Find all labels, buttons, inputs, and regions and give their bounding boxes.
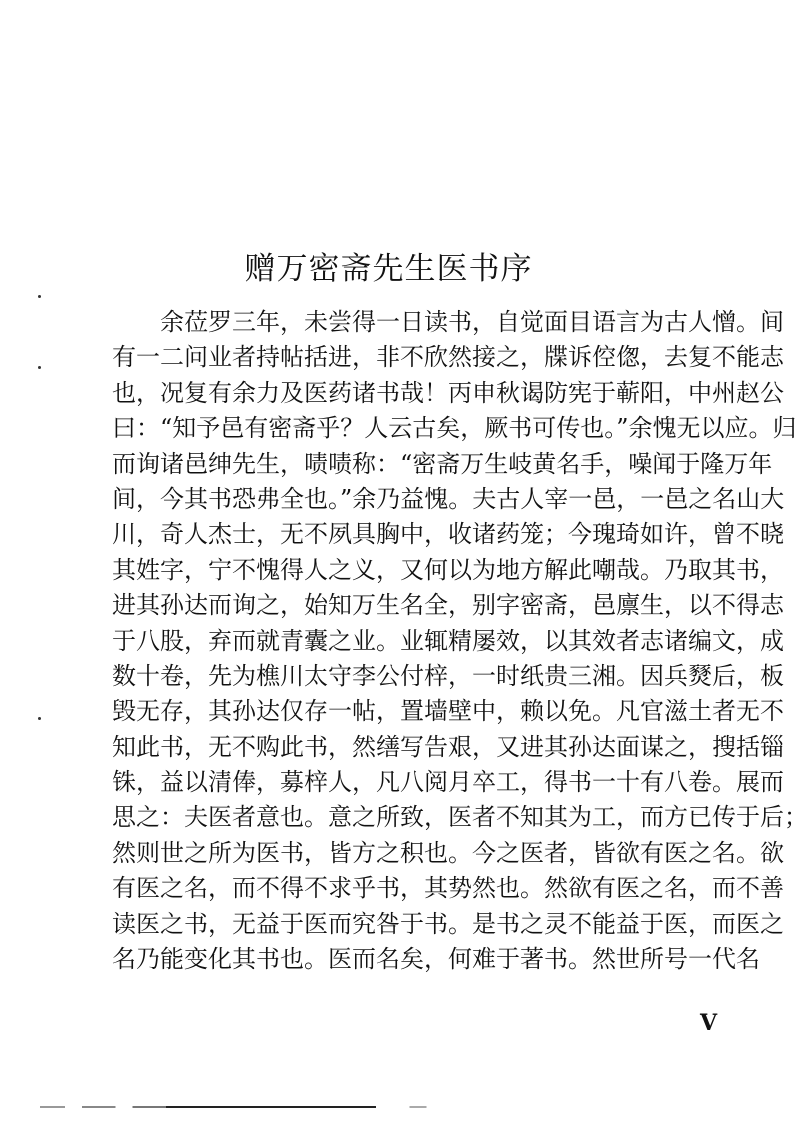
text-line: 而询诸邑绅先生，啧啧称：“密斋万生岐黄名手，噪闻于隆万年 <box>112 449 773 478</box>
scan-speck <box>38 295 41 298</box>
body-text <box>112 305 808 977</box>
scan-speck <box>38 366 41 369</box>
text-line: 思之：夫医者意也。意之所致，医者不知其为工，而方已传于后； <box>112 803 808 832</box>
text-line: 有医之名，而不得不求乎书，其势然也。然欲有医之名，而不善 <box>112 874 784 903</box>
text-line: 铢，益以清俸，募梓人，凡八阅月卒工，得书一十有八卷。展而 <box>112 768 784 797</box>
text-line: 其姓字，宁不愧得人之义，又何以为地方解此嘲哉。乃取其书， <box>112 555 784 584</box>
text-line: 川，奇人杰士，无不夙具胸中，收诸药笼；今瑰琦如许，曾不晓 <box>112 520 784 549</box>
scan-speck <box>38 717 41 720</box>
text-line: 知此书，无不购此书，然缮写告艰，又进其孙达面谋之，搜括锱 <box>112 732 784 761</box>
text-line: 曰：“知予邑有密斋乎？人云古矣，厥书可传也。”余愧无以应。归 <box>112 414 797 443</box>
text-line: 然则世之所为医书，皆方之积也。今之医者，皆欲有医之名。欲 <box>112 838 784 867</box>
scan-edge-line <box>40 1106 460 1108</box>
text-line: 有一二问业者持帖括进，非不欣然接之，牒诉倥偬，去复不能志 <box>112 343 784 372</box>
page-number: V <box>700 1010 718 1036</box>
text-line: 数十卷，先为樵川太守李公付梓，一时纸贵三湘。因兵燹后，板 <box>112 661 784 690</box>
text-line: 间，今其书恐弗全也。”余乃益愧。夫古人宰一邑，一邑之名山大 <box>112 484 785 513</box>
text-line: 于八股，弃而就青囊之业。业辄精屡效，以其效者志诸编文，成 <box>112 626 784 655</box>
text-line: 也，况复有余力及医药诸书哉！丙申秋谒防宪于蕲阳，中州赵公 <box>112 378 784 407</box>
text-line: 名乃能变化其书也。医而名矣，何难于著书。然世所号一代名 <box>112 945 760 974</box>
page-title: 赠万密斋先生医书序 <box>244 251 533 287</box>
text-line: 进其孙达而询之，始知万生名全，别字密斋，邑廪生，以不得志 <box>112 591 784 620</box>
text-line: 余莅罗三年，未尝得一日读书，自觉面目语言为古人憎。间 <box>160 308 784 336</box>
text-line: 毁无存，其孙达仅存一帖，置墙壁中，赖以免。凡官滋土者无不 <box>112 697 784 726</box>
text-line: 读医之书，无益于医而究咎于书。是书之灵不能益于医，而医之 <box>112 909 784 938</box>
